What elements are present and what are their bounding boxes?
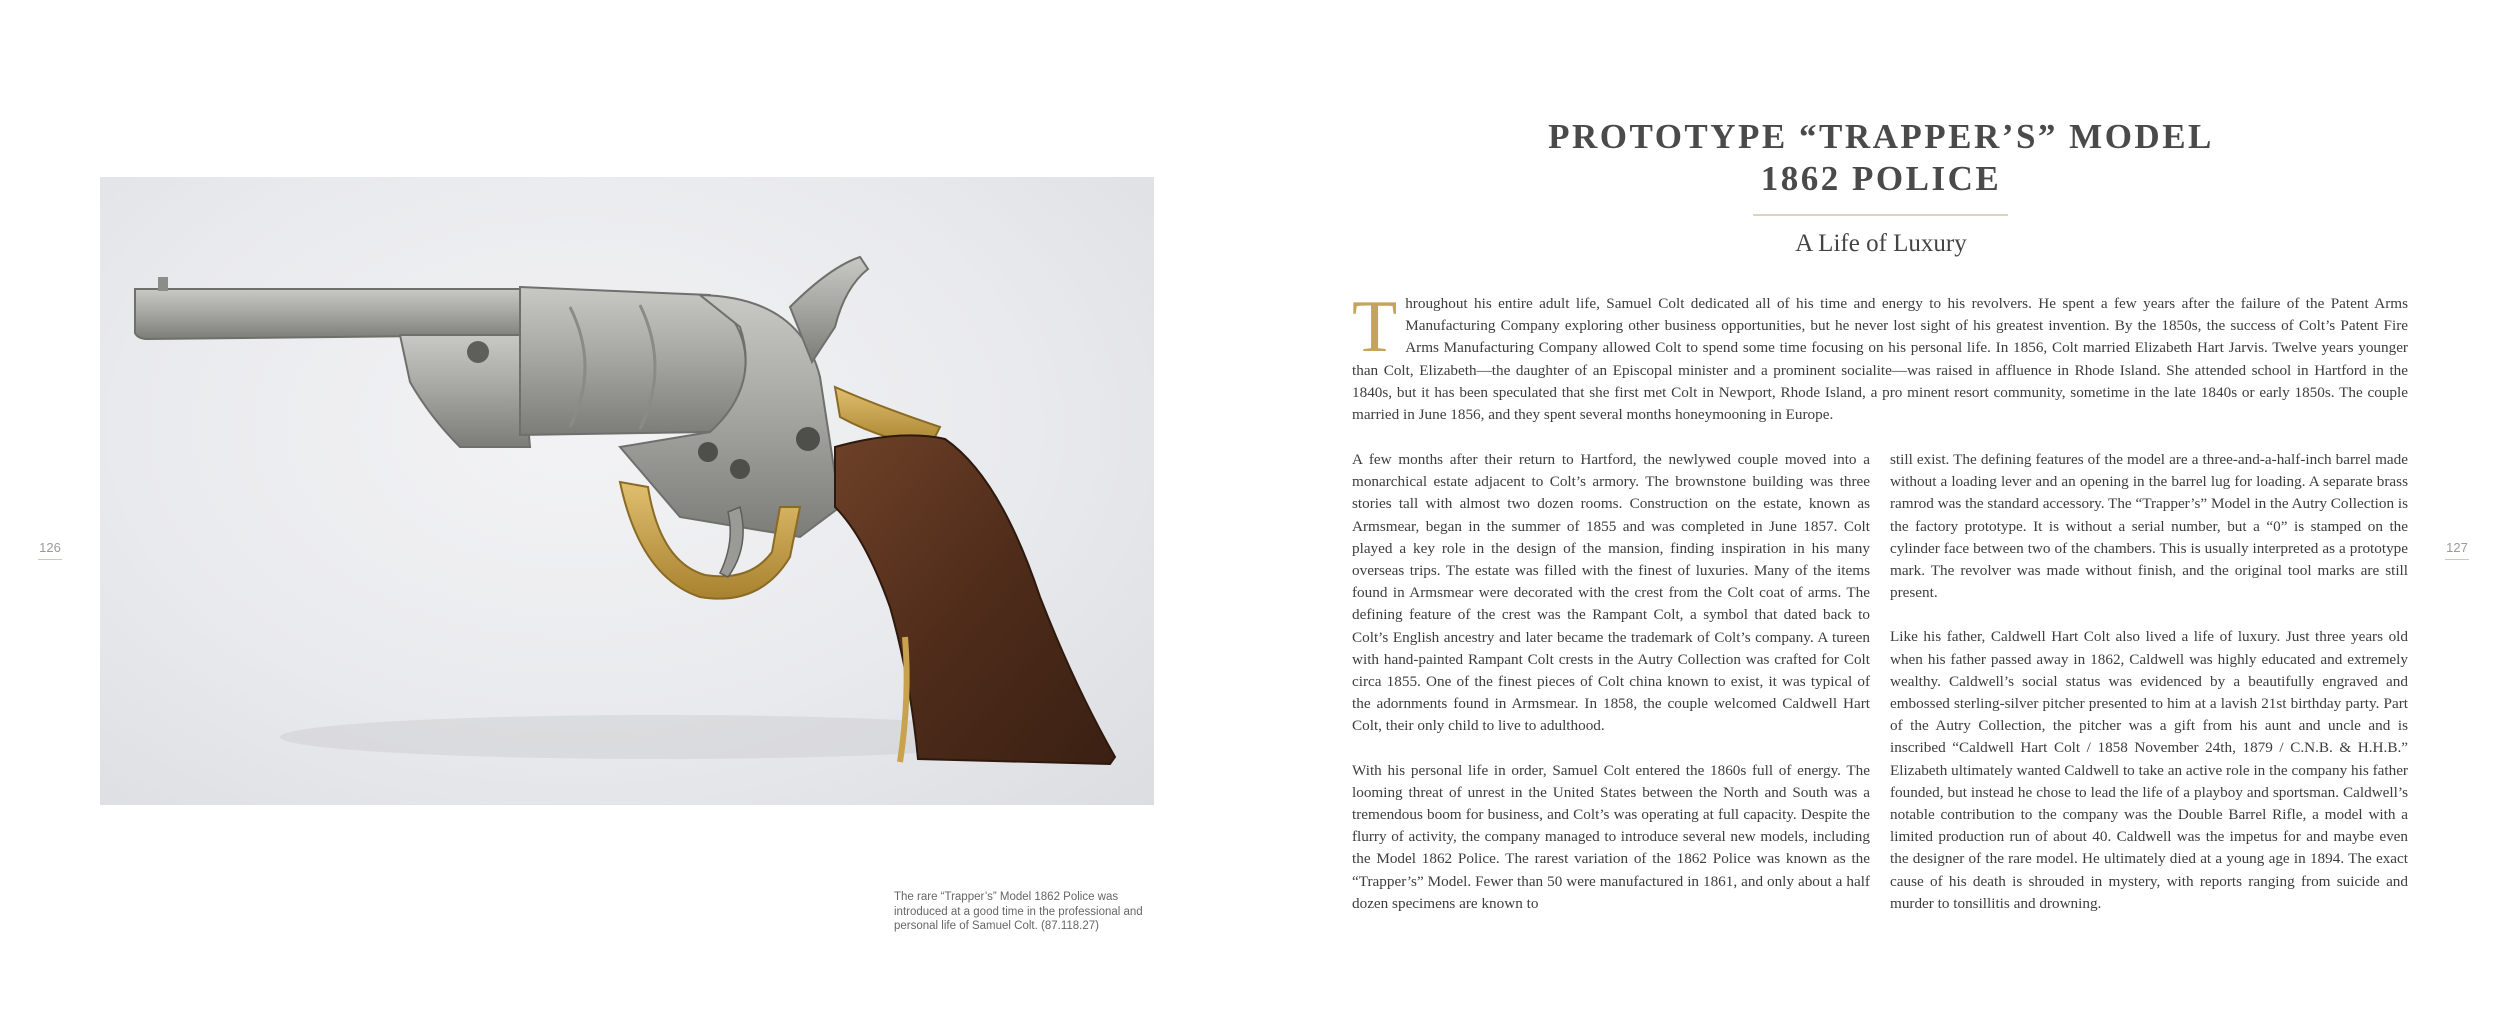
page-title [1352, 116, 2410, 200]
drop-cap: T [1352, 286, 1398, 368]
revolver-grip [835, 435, 1115, 764]
revolver-lug-screw [467, 341, 489, 363]
revolver-front-sight [158, 277, 168, 291]
intro-paragraph [1352, 286, 2408, 426]
paragraph: With his personal life in order, Samuel Colt entered the 1860s full of energy. The looming threat of unrest in the United States between the North and South was a tremendous boom for business, and Colt’s was operating at full capacity. Despite the flurry of activity, the company managed to introduce several new models, including the Model 1862 Police. The rarest variation of the 1862 Police was known as the “Trapper’s” Model. Fewer than 50 were manufactured in 1861, and only about a half dozen specimens are known to [1352, 761, 1870, 912]
page-title-line-2: 1862 POLICE [1760, 159, 2002, 198]
page-number-left-rule [38, 559, 62, 560]
page-number-right-text: 127 [2446, 540, 2468, 555]
intro-text: hroughout his entire adult life, Samuel Colt dedicated all of his time and energy to his revolvers. He spent a few years after the failure of the Patent Arms Manufacturing Company exploring other business opportunities, but he never lost sight of his greatest invention. By the 1850s, the success of Colt’s Patent Fire Arms Manufacturing Company allowed Colt to spend some time focusing on his personal life. In 1856, Colt married Elizabeth Hart Jarvis. Twelve years younger than Colt, Elizabeth—the daughter of an Episcopal minister and a prominent socialite—was raised in affluence in Rhode Island. She attended school in Hartford in the 1840s, but it has been speculated that she first met Colt in Newport, Rhode Island, a pro minent resort community, sometime in the late 1840s or early 1850s. The couple married in June 1856, and they spent several months honeymooning in Europe. [1352, 295, 2408, 424]
paragraph: still exist. The defining features of the model are a three-and-a-half-inch barrel made without a loading lever and an opening in the barrel lug for loading. A separate brass ramrod was the standard accessory. The “Trapper’s” Model in the Autry Collection is the factory prototype. It is without a serial number, but a “0” is stamped on the cylinder face between two of the chambers. This is usually interpreted as a prototype mark. The revolver was made without finish, and the original tool marks are still present. [1890, 451, 2408, 602]
page-number-right-rule [2445, 559, 2469, 560]
revolver-barrel-lug [400, 335, 530, 447]
column-left [1352, 449, 1870, 915]
revolver-cylinder [520, 287, 746, 435]
page-number-left-text: 126 [39, 540, 61, 555]
revolver-illustration [100, 177, 1154, 805]
page-title-line-1: PROTOTYPE “TRAPPER’S” MODEL [1548, 117, 2214, 156]
column-right [1890, 449, 2408, 915]
photo-caption: The rare “Trapper’s” Model 1862 Police was introduced at a good time in the professional and personal life of Samuel Colt. (87.118.27) [894, 891, 1143, 932]
revolver-frame-screw-2 [730, 459, 750, 479]
revolver-frame-screw-1 [698, 442, 718, 462]
revolver-frame-screw-3 [796, 427, 820, 451]
title-divider [1753, 214, 2008, 216]
intro-text-block [1352, 286, 2408, 426]
paragraph: Like his father, Caldwell Hart Colt also lived a life of luxury. Just three years old when his father passed away in 1862, Caldwell was highly educated and extremely wealthy. Caldwell’s social status was evidenced by a beautifully engraved and embossed sterling-silver pitcher presented to him at a lavish 21st birthday party. Part of the Autry Collection, the pitcher was a gift from his aunt and uncle and is inscribed “Caldwell Hart Colt / 1858 November 24th, 1879 / C.N.B. & H.H.B.” Elizabeth ultimately wanted Caldwell to take an active role in the company his father founded, but instead he chose to lead the life of a playboy and sportsman. Caldwell’s notable contribution to the company was the Double Barrel Rifle, a model with a limited production run of about 40. Caldwell was the impetus for and maybe even the designer of the rare model. He ultimately died at a young age in 1894. The exact cause of his death is shrouded in mystery, with reports ranging from suicide and murder to tonsillitis and drowning. [1890, 628, 2408, 912]
paragraph: A few months after their return to Hartford, the newlywed couple moved into a monarchical estate adjacent to Colt’s armory. The brownstone building was three stories tall with almost two dozen rooms. Construction on the estate, known as Armsmear, began in the summer of 1855 and was completed in June 1857. Colt played a key role in the design of the mansion, finding inspiration in his many overseas trips. The estate was filled with the finest of luxuries. Many of the items found in Armsmear were decorated with the crest from the Colt coat of arms. The defining feature of the crest was the Rampant Colt, a symbol that dated back to Colt’s English ancestry and later became the trademark of Colt’s company. A tureen with hand-painted Rampant Colt crests in the Autry Collection was crafted for Colt circa 1855. One of the finest pieces of Colt china known to exist, it was typical of the adornments found in Armsmear. In 1858, the couple welcomed Caldwell Hart Colt, their only child to live to adulthood. [1352, 451, 1870, 735]
page-number-right [2437, 540, 2477, 560]
page-number-left [30, 540, 70, 560]
section-subtitle: A Life of Luxury [1795, 230, 1967, 257]
revolver-barrel [135, 289, 520, 339]
revolver-photo [100, 177, 1154, 805]
